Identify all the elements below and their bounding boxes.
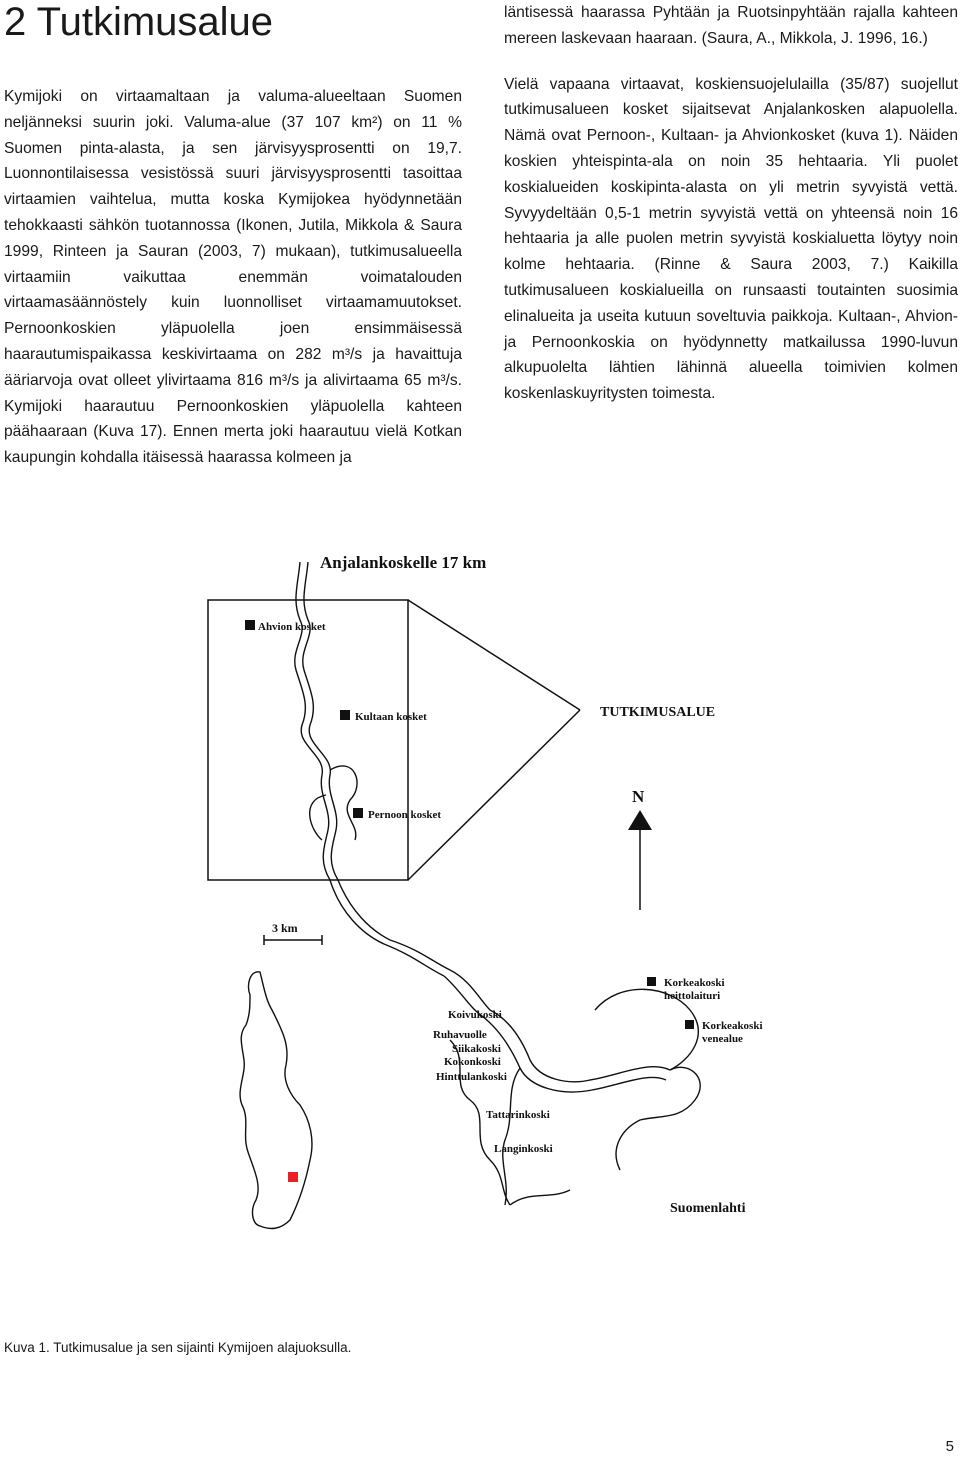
marker-korkeakoski-1: [647, 977, 656, 986]
intro-paragraph: Kymijoki on virtaamaltaan ja valuma-alueeltaan Suomen neljänneksi suurin joki. Valuma-alue (37 107 km²) on 11 % Suomen pinta-alasta, ja sen järvisyysprosentti on 19,7. Luonnontilaisessa vesistössä suuri järvisyysprosentti tasoittaa virtaamien vaihtelua, mutta koska Kymijokea hyödynnetään tehokkaasti sähkön tuotannossa (Ikonen, Jutila, Mikkola & Saura 1999, Rinteen ja Sauran (2003, 7) mukaan), tutkimusalueella virtaamiin vaikuttaa enemmän voimatalouden virtaamasäännöstely kuin luonnolliset virtaamamuutokset. Pernoonkoskien yläpuolella joen ensimmäisessä haarautumispaikassa keskivirtaama on 282 m³/s ja havaittuja ääriarvoja ovat olleet ylivirtaama 816 m³/s ja alivirtaama 65 m³/s. Kymijoki haarautuu Pernoonkoskien yläpuolella kahteen päähaaraan (Kuva 17). Ennen merta joki haarautuu vielä Kotkan kaupungin kohdalla itäisessä haarassa kolmeen ja: [4, 88, 462, 467]
map-label-study-area: TUTKIMUSALUE: [600, 705, 716, 720]
rapid-label-1: Kultaan kosket: [355, 711, 427, 723]
rapids-paragraph: Vielä vapaana virtaavat, koskiensuojelulailla (35/87) suojellut tutkimusalueen kosket sijaitsevat Anjalankosken alapuolella. Nämä ovat Pernoon-, Kultaan- ja Ahvionkosket (kuva 1). Näiden koskien yhteispinta-ala on noin 35 hehtaaria. Yli puolet koskialueiden koskipinta-alasta on yli metrin syvyistä vettä. Syvyydeltään 0,5-1 metrin syvyistä vettä on yhteensä noin 16 hehtaaria ja alle puolen metrin syvyistä koskialuetta löytyy noin kolme hehtaaria. (Rinne & Saura 2003, 7.) Kaikilla tutkimusalueen koskialueilla on runsaasti toutainten suosimia elinalueita ja useita kutuun soveltuvia paikkoja. Kultaan-, Ahvion- ja Pernoonkoskia on hyödynnetty matkailussa 1990-luvun alkupuolelta lähtien lähinnä alueella toimivien kolmen koskenlaskuyritysten toimesta.: [504, 75, 958, 403]
rapid-label-3b: heittolaituri: [664, 990, 721, 1002]
rapid-label-8: Kokonkoski: [444, 1056, 501, 1068]
north-arrow-icon: [628, 810, 652, 830]
inset-box: [208, 600, 408, 880]
river-lower: [450, 989, 700, 1205]
rapid-label-5: Koivukoski: [448, 1009, 502, 1021]
page-number: 5: [945, 1438, 954, 1455]
marker-ahvio: [245, 620, 255, 630]
connector-line-bottom: [408, 710, 580, 880]
finland-outline: [240, 972, 312, 1229]
rapid-label-4a: Korkeakoski: [702, 1020, 763, 1032]
connector-line-top: [408, 600, 580, 710]
figure-caption: Kuva 1. Tutkimusalue ja sen sijainti Kymijoen alajuoksulla.: [4, 1340, 352, 1355]
right-column: [504, 0, 958, 407]
rapid-label-2: Pernoon kosket: [368, 809, 442, 821]
location-marker: [288, 1172, 298, 1182]
scale-label: 3 km: [272, 921, 298, 935]
north-label: N: [632, 787, 645, 806]
map-label-distance: Anjalankoskelle 17 km: [320, 553, 487, 572]
marker-kultaa: [340, 710, 350, 720]
study-area-map: [150, 540, 810, 1230]
rapid-label-10: Tattarinkoski: [486, 1109, 550, 1121]
rapid-label-7: Siikakoski: [452, 1043, 501, 1055]
rapid-label-11: Langinkoski: [494, 1143, 553, 1155]
page-title: 2 Tutkimusalue: [4, 0, 274, 44]
rapid-label-0: Ahvion kosket: [258, 621, 326, 633]
sea-label: Suomenlahti: [670, 1201, 746, 1216]
rapid-label-9: Hinttulankoski: [436, 1071, 507, 1083]
rapid-label-6: Ruhavuolle: [433, 1029, 487, 1041]
continuation-paragraph: läntisessä haarassa Pyhtään ja Ruotsinpyhtään rajalla kahteen mereen laskevaan haaraan. (Saura, A., Mikkola, J. 1996, 16.): [504, 4, 958, 47]
rapid-label-4b: venealue: [702, 1033, 743, 1045]
left-column: [4, 84, 462, 471]
marker-korkeakoski-2: [685, 1020, 694, 1029]
rapid-label-3a: Korkeakoski: [664, 977, 725, 989]
marker-pernoo: [353, 808, 363, 818]
